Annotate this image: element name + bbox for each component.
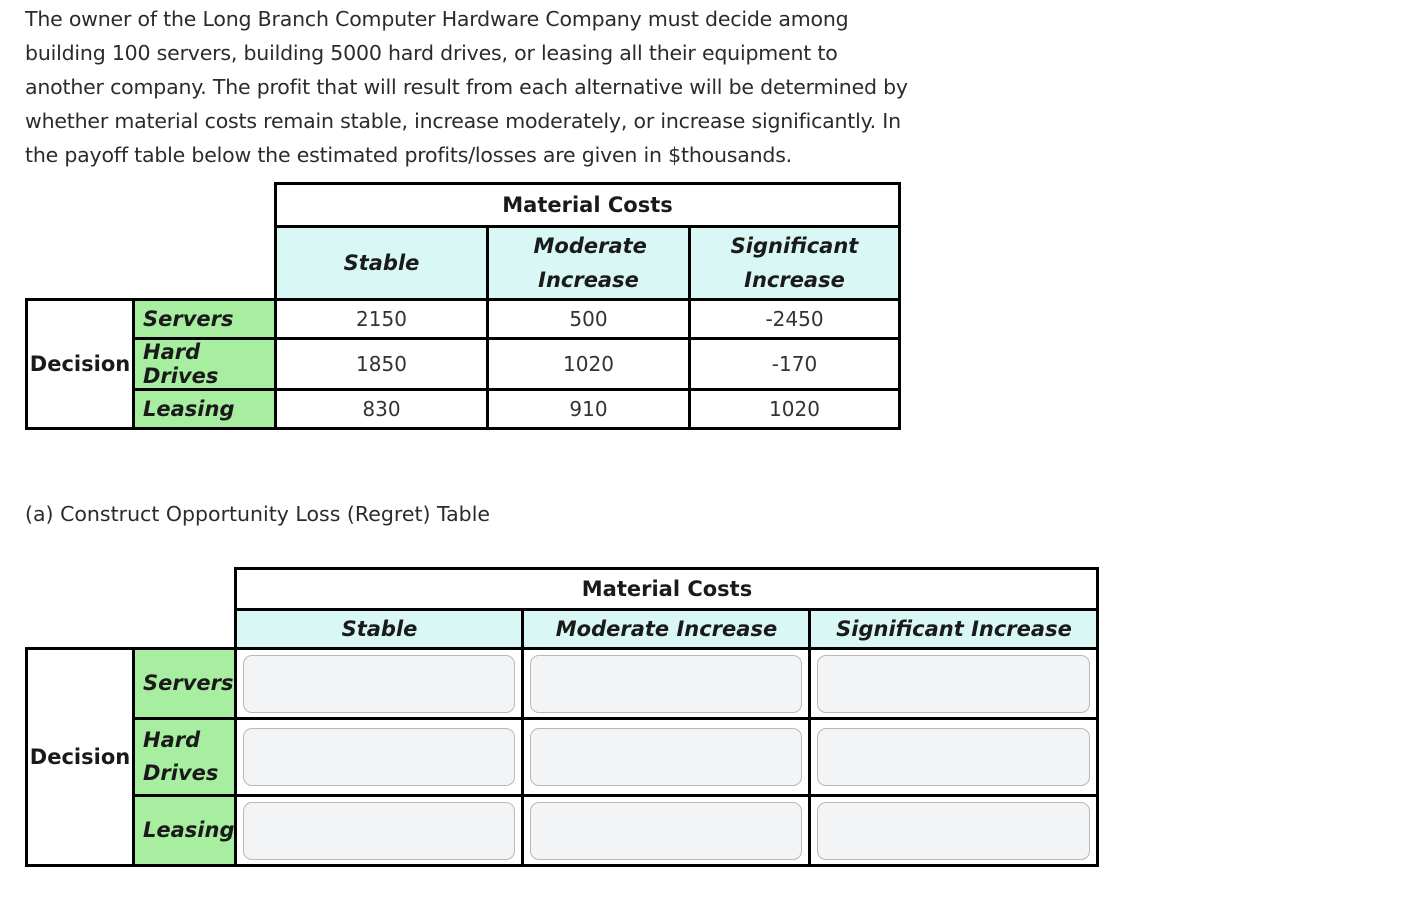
payoff-table: [25, 182, 901, 430]
payoff-decision-label: Decision: [27, 300, 134, 429]
regret-input-leasing-moderate[interactable]: [530, 802, 802, 860]
payoff-col-moderate-label: Moderate Increase: [533, 234, 647, 292]
regret-input-leasing-stable[interactable]: [243, 802, 515, 860]
regret-input-servers-stable[interactable]: [243, 655, 515, 713]
part-a-prompt: (a) Construct Opportunity Loss (Regret) Table: [25, 502, 491, 526]
payoff-cell: -170: [690, 339, 900, 390]
regret-row-leasing-label: Leasing: [134, 796, 236, 866]
regret-input-hard-drives-significant[interactable]: [817, 728, 1090, 786]
regret-col-stable: Stable: [236, 610, 523, 649]
payoff-cell: 830: [276, 390, 488, 429]
payoff-cell: 2150: [276, 300, 488, 339]
regret-col-moderate: Moderate Increase: [523, 610, 810, 649]
regret-input-servers-moderate[interactable]: [530, 655, 802, 713]
regret-input-hard-drives-stable[interactable]: [243, 728, 515, 786]
regret-group-header: Material Costs: [236, 569, 1098, 610]
problem-statement: The owner of the Long Branch Computer Hardware Company must decide among building 100 servers, building 5000 hard drives, or leasing all their equipment to another company. The profit that will result from each alternative will be determined by whether material costs remain stable, increase moderately, or increase significantly. In the payoff table below the estimated profits/losses are given in $thousands.: [25, 7, 908, 167]
payoff-row-leasing-label: Leasing: [134, 390, 276, 429]
payoff-cell: 1850: [276, 339, 488, 390]
payoff-cell: 910: [488, 390, 690, 429]
payoff-row-servers-label: Servers: [134, 300, 276, 339]
regret-row-hard-drives-label: [134, 719, 236, 796]
payoff-cell: 500: [488, 300, 690, 339]
regret-input-leasing-significant[interactable]: [817, 802, 1090, 860]
payoff-cell: 1020: [488, 339, 690, 390]
regret-row-servers-label: Servers: [134, 649, 236, 719]
payoff-group-header: Material Costs: [276, 184, 900, 227]
payoff-cell: 1020: [690, 390, 900, 429]
payoff-col-stable: Stable: [276, 227, 488, 300]
payoff-cell: -2450: [690, 300, 900, 339]
regret-table: [25, 567, 1099, 867]
payoff-col-moderate: [488, 227, 690, 300]
payoff-row-hard-drives-label: Hard Drives: [134, 339, 276, 390]
payoff-col-significant: [690, 227, 900, 300]
regret-input-hard-drives-moderate[interactable]: [530, 728, 802, 786]
regret-decision-label: Decision: [27, 649, 134, 866]
regret-col-significant: Significant Increase: [810, 610, 1098, 649]
regret-row-hard-drives-text: Hard Drives: [143, 728, 219, 785]
payoff-col-significant-label: Significant Increase: [730, 234, 859, 292]
regret-input-servers-significant[interactable]: [817, 655, 1090, 713]
